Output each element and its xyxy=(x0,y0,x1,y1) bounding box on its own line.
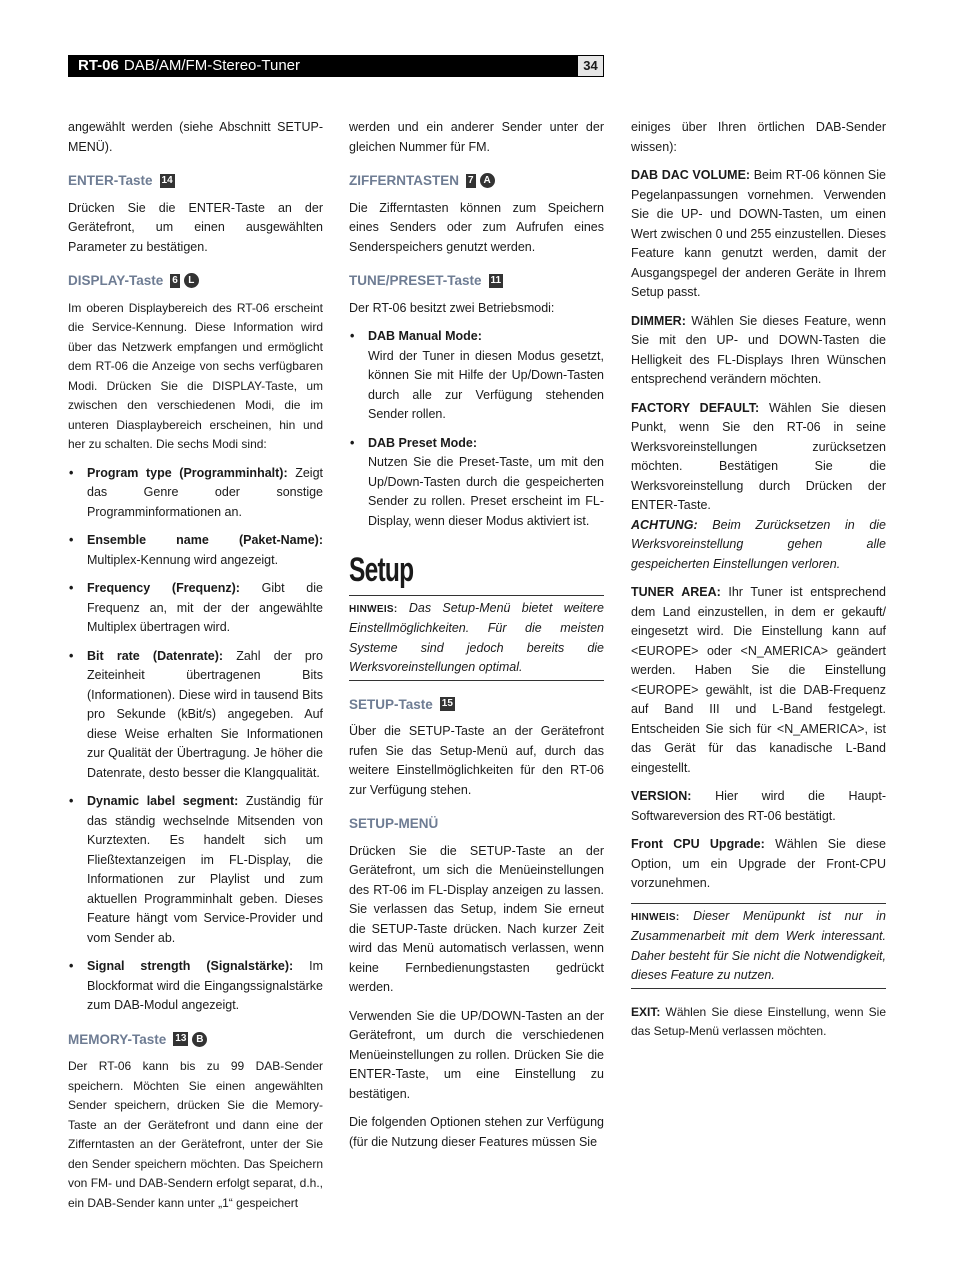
option-item: EXIT: Wählen Sie diese Einstellung, wenn Sie das Setup-Menü verlassen möchten. xyxy=(631,1004,886,1038)
paragraph: Im oberen Displaybereich des RT-06 erscheint die Service-Kennung. Diese Information wird über das Netzwerk empfangen und ermöglicht dem RT-06 die Anzeige von sechs verfügbaren Modi. Drücken Sie die DISPLAY-Taste, um zwischen den verschiedenen Modi, die im unteren Diasplaybereich erscheinen, hin und her zu schalten. Die sechs Modi sind: xyxy=(68,300,323,451)
paragraph: Die Zifferntasten können zum Speichern eines Senders oder zum Aufrufen eines Senderspeichers genutzt werden. xyxy=(349,200,604,254)
paragraph: Verwenden Sie die UP/DOWN-Tasten an der Gerätefront, um durch die verschiedenen Menüeinstellungen zu rollen. Drücken Sie die ENTER-Taste, um eine Einstellung zu bestätigen. xyxy=(349,1008,604,1101)
tune-modes-list xyxy=(349,327,604,531)
modes-list xyxy=(68,464,323,1016)
section-heading-setup-taste: SETUP-Taste 15 xyxy=(349,696,453,712)
option-item: FACTORY DEFAULT: Wählen Sie diesen Punkt, wenn Sie den RT-06 in seine Werksvoreinstellungen zurücksetzen möchten. Bestätigen Sie die Werksvoreinstellung durch Drücken der ENTER-Taste. ACHTUNG: Beim Zurücksetzen in die Werksvoreinstellung gehen alle gespeicherten Einstellungen verloren. xyxy=(631,400,887,571)
option-item: VERSION: Hier wird die Haupt-Softwareversion des RT-06 bestätigt. xyxy=(631,789,886,823)
paragraph: Über die SETUP-Taste an der Gerätefront rufen Sie das Setup-Menü auf, durch das weitere Einstellmöglichkeiten für den RT-06 zur Verfügung stehen. xyxy=(349,724,604,797)
option-item: TUNER AREA: Ihr Tuner ist entsprechend dem Land einzustellen, in dem er gekauft/ eingesetzt wird. Die Einstellung kann auf <EUROPE> oder <N_AMERICA> geändert werden. Haben Sie die Einstellung <EUROPE> gewählt, ist die DAB-Frequenz auf Band III und L-Band festgelegt. Entscheiden Sie sich für <N_AMERICA>, ist das Gerät für das kanadische L-Band eingestellt. xyxy=(631,585,886,775)
key-badge: 6 xyxy=(172,274,178,286)
product-title: DAB/AM/FM-Stereo-Tuner xyxy=(123,57,301,74)
paragraph: Drücken Sie die SETUP-Taste an der Gerätefront, um sich die Menüeinstellungen des RT-06 im FL-Display anzeigen zu lassen. Sie verlassen das Setup, indem Sie erneut die SETUP-Taste drücken. Nach kurzer Zeit wird das Menü automatisch verlassen, wenn keine Fernbedienungstasten gedrückt werden. xyxy=(349,843,604,994)
key-badge: 13 xyxy=(175,1033,187,1045)
model-name: RT-06 xyxy=(78,57,119,74)
list-item: • Dynamic label segment: Zuständig für das ständig wechselnde Mitsenden von Kurztexten. Es handelt sich um Fließtextanzeigen im FL-Display, die Informationen zur Playlist und zum aktuellen Programminhalt geben. Dieses Feature hängt vom Service-Provider und vom Sender ab. xyxy=(68,792,323,948)
key-badge: 14 xyxy=(161,174,173,186)
key-badge: 15 xyxy=(441,698,453,710)
key-badge: 11 xyxy=(490,274,502,286)
warning: ACHTUNG: Beim Zurücksetzen in die Werksvoreinstellung gehen alle gespeicherten Einstellungen verloren. xyxy=(631,517,886,571)
paragraph: werden und ein anderer Sender unter der gleichen Nummer für FM. xyxy=(349,120,604,154)
column-1 xyxy=(68,118,323,1222)
list-item: • Bit rate (Datenrate): Zahl der pro Zeiteinheit übertragenen Bits (Informationen). Diese wird in tausend Bits pro Sekunde (kBit/s) angegeben. Auf diese Weise erhalten Sie Informationen zur Qualität der Übertragung. Je höher die Datenrate, desto besser die Klangqualität. xyxy=(68,647,323,784)
list-item: • Program type (Programminhalt): Zeigt das Genre oder sonstige Programminformationen an. xyxy=(68,464,323,523)
remote-badge: B xyxy=(192,1032,207,1047)
paragraph: Drücken Sie die ENTER-Taste an der Gerätefront, um einen ausgewählten Parameter zu bestätigen. xyxy=(68,200,323,254)
section-heading-tune: TUNE/PRESET-Taste 11 xyxy=(349,273,502,288)
list-item: • DAB Preset Mode: Nutzen Sie die Preset-Taste, um mit den Up/Down-Tasten durch die gespeicherten Sender zu rollen. Preset erscheint im FL-Display, wenn dieser Modus aktiviert ist. xyxy=(349,434,604,532)
option-item: DIMMER: Wählen Sie dieses Feature, wenn Sie mit den UP- und DOWN-Tasten die Helligkeit des FL-Displays Ihren Wünschen entsprechend verändern möchten. xyxy=(631,313,886,386)
paragraph: Die folgenden Optionen stehen zur Verfügung (für die Nutzung dieser Features müssen Sie xyxy=(349,1115,604,1149)
paragraph: Der RT-06 besitzt zwei Betriebsmodi: xyxy=(349,300,555,315)
paragraph: einiges über Ihren örtlichen DAB-Sender wissen): xyxy=(631,120,886,154)
remote-badge: L xyxy=(184,273,199,288)
option-item: DAB DAC VOLUME: Beim RT-06 können Sie Pegelanpassungen vornehmen. Verwenden Sie die UP- und DOWN-Tasten, um einen Wert zwischen 0 und 255 einzustellen. Dieses Feature kann genutzt werden, damit der Ausgangspegel der anderen Geräte in Ihrem Setup passt. xyxy=(631,168,886,299)
section-heading-memory: MEMORY-Taste 13 B xyxy=(68,1030,323,1050)
note: HINWEIS: Das Setup-Menü bietet weitere Einstellmöglichkeiten. Für die meisten Systeme sind jedoch bereits die Werksvoreinstellungen optimal. xyxy=(349,595,604,681)
list-item: • DAB Manual Mode: Wird der Tuner in diesen Modus gesetzt, können Sie mit Hilfe der Up/Down-Tasten durch alle zur Verfügung stehenden Sender rollen. xyxy=(349,327,604,425)
remote-badge: A xyxy=(480,173,495,188)
paragraph: Der RT-06 kann bis zu 99 DAB-Sender speichern. Möchten Sie einen angewählten Sender speichern, drücken Sie die Memory-Taste an der Gerätefront und dann eine der Zifferntasten an der Gerätefront, unter der Sie den Sender speichern möchten. Das Speichern von FM- und DAB-Sendern erfolgt separat, d.h., ein DAB-Sender kann unter „1“ gespeichert xyxy=(68,1059,323,1210)
setup-title: Setup xyxy=(349,551,414,589)
list-item: • Ensemble name (Paket-Name): Multiplex-Kennung wird angezeigt. xyxy=(68,531,323,570)
option-item: Front CPU Upgrade: Wählen Sie diese Option, um ein Upgrade der Front-CPU vorzunehmen. xyxy=(631,837,886,890)
section-heading-ziffern: ZIFFERNTASTEN 7 A xyxy=(349,171,604,191)
column-3 xyxy=(631,118,886,1051)
list-item: • Frequency (Frequenz): Gibt die Frequenz an, mit der der angewählte Multiplex übertragen wird. xyxy=(68,579,323,638)
page-number: 34 xyxy=(578,56,603,76)
column-2 xyxy=(349,118,604,1161)
key-badge: 7 xyxy=(468,174,474,186)
header-title xyxy=(78,57,300,74)
section-heading-enter: ENTER-Taste 14 xyxy=(68,173,173,188)
list-item: • Signal strength (Signalstärke): Im Blockformat wird die Eingangssignalstärke zum DAB-Modul angezeigt. xyxy=(68,957,323,1016)
section-heading-setup-menu: SETUP-MENÜ xyxy=(349,816,439,831)
page-header xyxy=(68,55,604,77)
note: HINWEIS: Dieser Menüpunkt ist nur in Zusammenarbeit mit dem Werk interessant. Daher besteht für Sie nicht die Notwendigkeit, dieses Feature zu nutzen. xyxy=(631,903,886,989)
section-heading-display: DISPLAY-Taste 6 L xyxy=(68,271,323,291)
paragraph: angewählt werden (siehe Abschnitt SETUP-MENÜ). xyxy=(68,120,323,154)
